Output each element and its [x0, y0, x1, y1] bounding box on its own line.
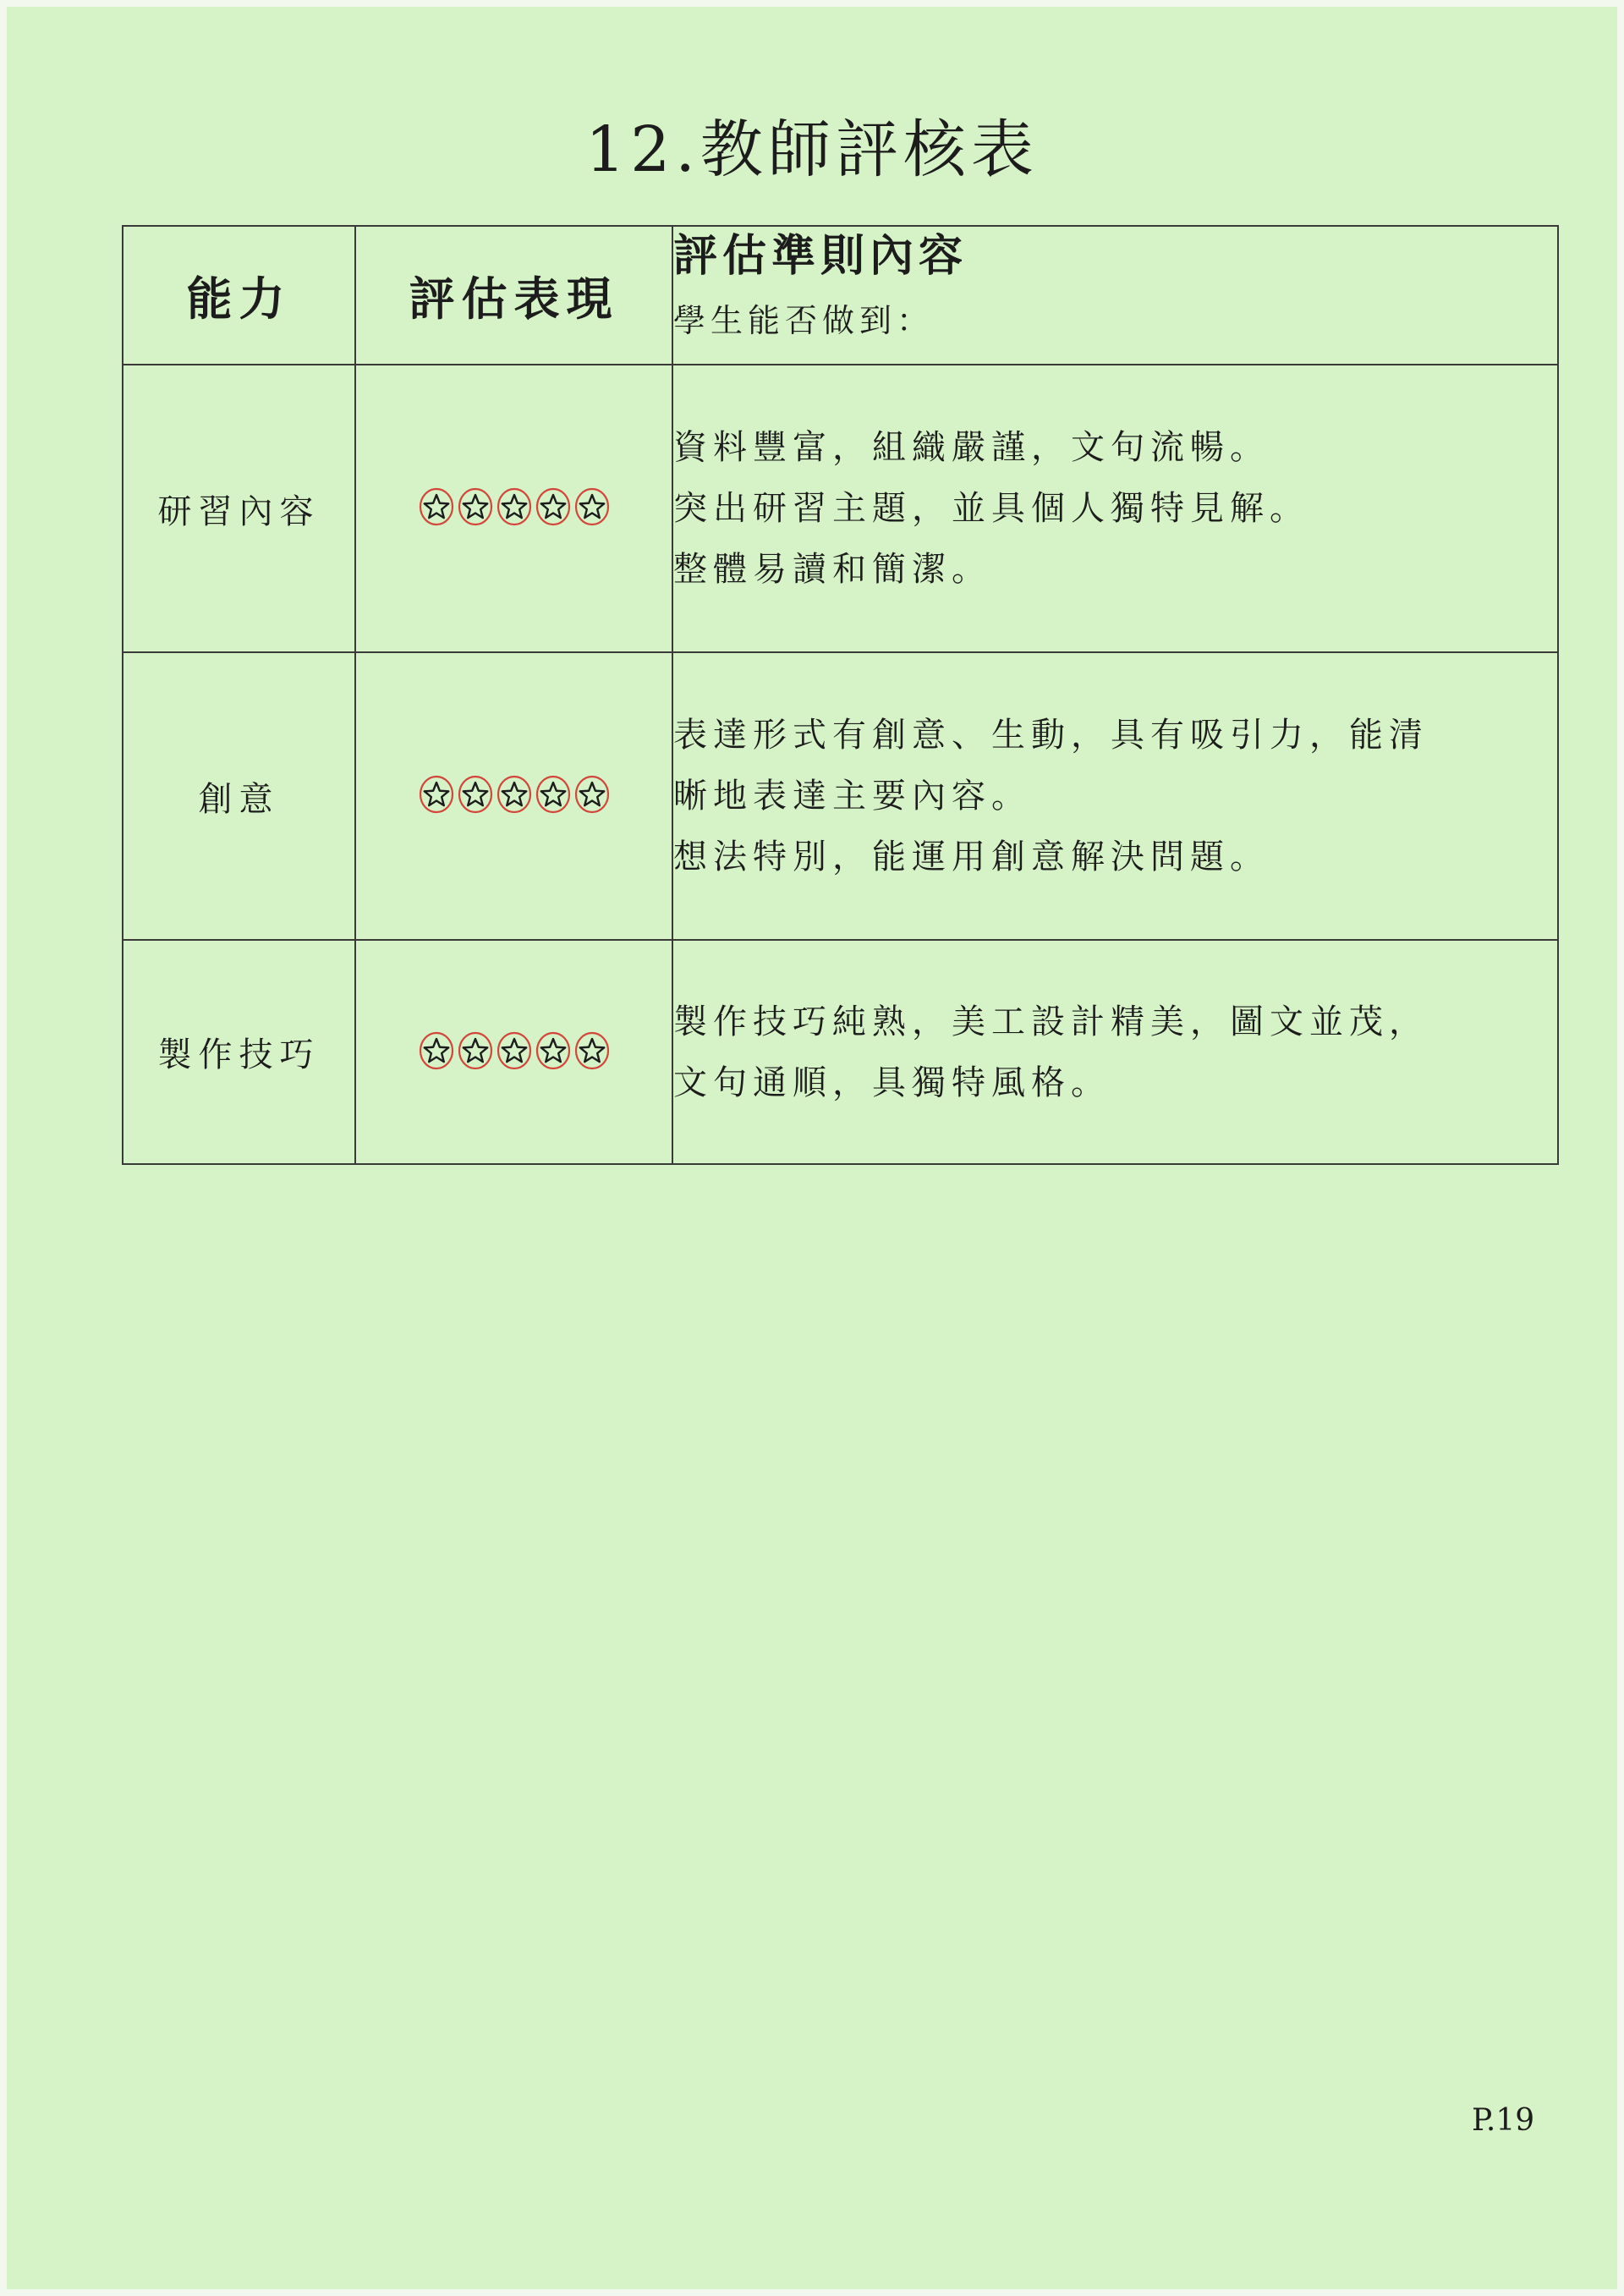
criteria-line: 資料豐富，組織嚴謹，文句流暢。: [673, 428, 1270, 467]
page-title: 12.教師評核表: [585, 113, 1039, 186]
header-performance: 評估表現: [355, 226, 672, 365]
criteria-subtitle: 學生能否做到：: [673, 302, 935, 339]
criteria-line: 整體易讀和簡潔。: [673, 550, 991, 589]
star-icon: [535, 1030, 572, 1072]
header-row: [123, 226, 1558, 365]
star-icon: [573, 773, 611, 816]
star-rating: [418, 486, 611, 528]
table-row: [123, 652, 1558, 940]
ability-cell: 創意: [123, 652, 355, 940]
criteria-cell: [672, 940, 1558, 1164]
star-icon: [457, 486, 494, 528]
criteria-line: 想法特別，能運用創意解決問題。: [673, 838, 1270, 876]
table-row: [123, 940, 1558, 1164]
criteria-line: 文句通順，具獨特風格。: [673, 1063, 1111, 1102]
criteria-cell: [672, 652, 1558, 940]
criteria-line: 表達形式有創意、生動，具有吸引力，能清: [673, 716, 1429, 755]
star-icon: [496, 486, 533, 528]
evaluation-table: [122, 225, 1559, 1165]
header-criteria: [672, 226, 1558, 365]
star-icon: [535, 773, 572, 816]
header-ability: 能力: [123, 226, 355, 365]
criteria-cell: [672, 365, 1558, 652]
criteria-line: 製作技巧純熟，美工設計精美，圖文並茂，: [673, 1002, 1429, 1041]
table-row: [123, 365, 1558, 652]
star-icon: [418, 773, 455, 816]
rating-cell: [355, 652, 672, 940]
star-icon: [418, 486, 455, 528]
star-icon: [418, 1030, 455, 1072]
star-icon: [457, 1030, 494, 1072]
star-icon: [573, 1030, 611, 1072]
criteria-title: 評估準則內容: [673, 231, 968, 282]
star-icon: [573, 486, 611, 528]
page-number: P.19: [1472, 2103, 1535, 2138]
star-icon: [535, 486, 572, 528]
star-icon: [457, 773, 494, 816]
rating-cell: [355, 940, 672, 1164]
criteria-line: 晰地表達主要內容。: [673, 777, 1031, 816]
ability-cell: 製作技巧: [123, 940, 355, 1164]
star-icon: [496, 773, 533, 816]
star-rating: [418, 1030, 611, 1072]
star-icon: [496, 1030, 533, 1072]
ability-cell: 研習內容: [123, 365, 355, 652]
rating-cell: [355, 365, 672, 652]
star-rating: [418, 773, 611, 816]
criteria-line: 突出研習主題，並具個人獨特見解。: [673, 489, 1309, 528]
